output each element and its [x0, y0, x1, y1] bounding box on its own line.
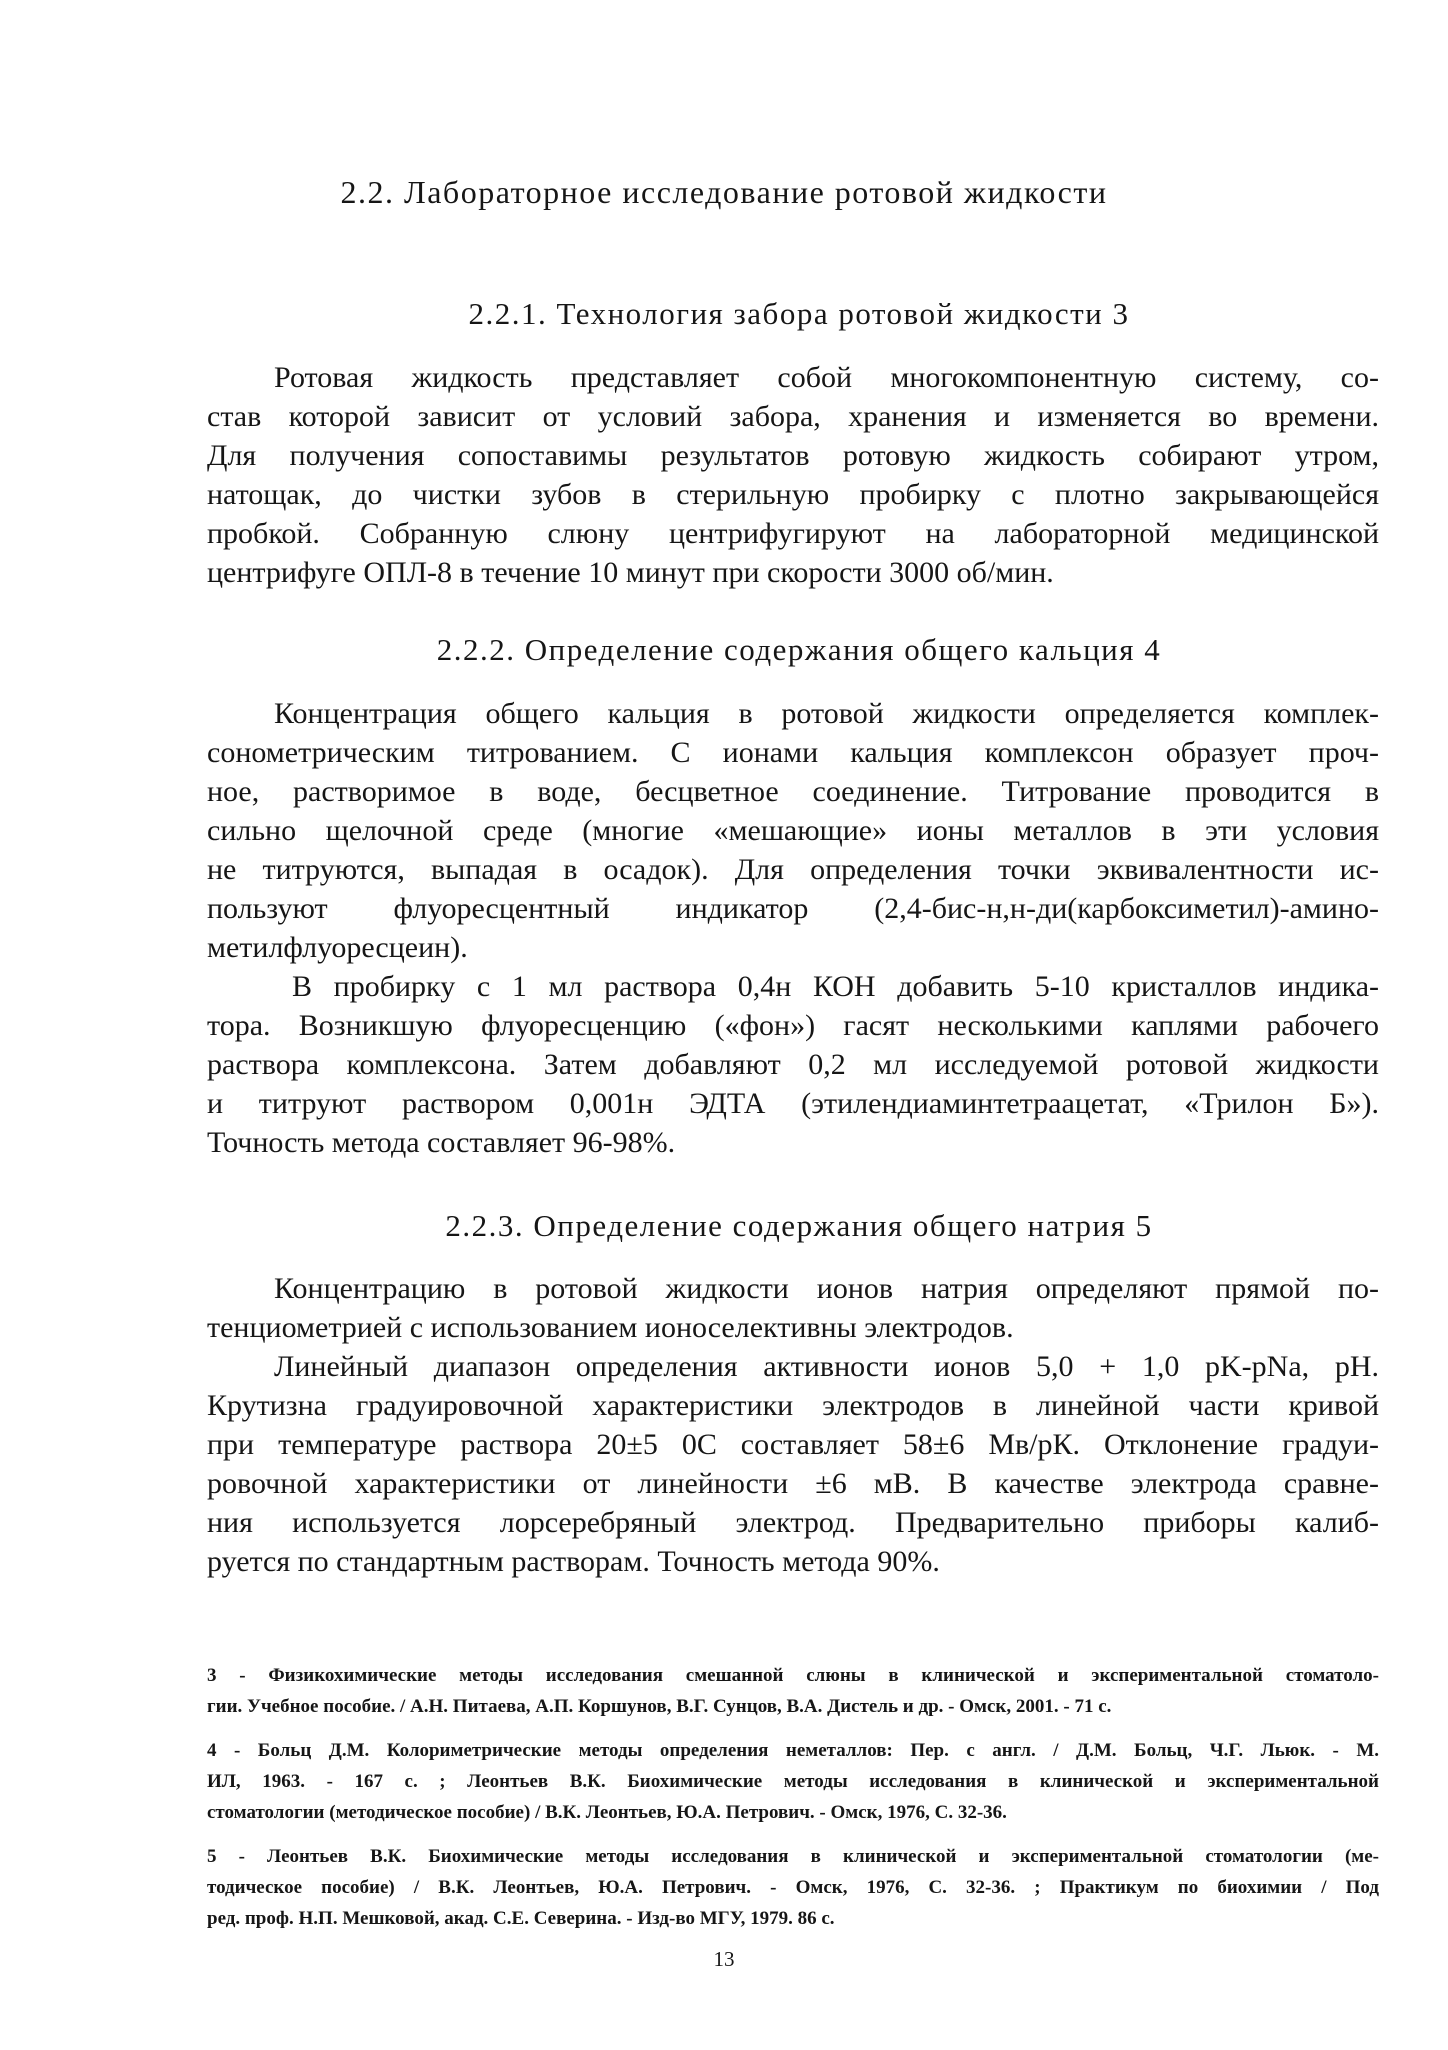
footnote-line: ИЛ, 1963. - 167 с. ; Леонтьев В.К. Биохимические методы исследования в клинической и экспериментальной — [207, 1771, 1379, 1792]
page-number: 13 — [713, 1947, 735, 1971]
footnote-line: гии. Учебное пособие. / А.Н. Питаева, А.П. Коршунов, В.Г. Сунцов, В.А. Дистель и др. - Омск, 2001. - 71 с. — [207, 1696, 1112, 1717]
text-line: Крутизна градуировочной характеристики электродов в линейной части кривой — [207, 1389, 1379, 1422]
text-line: ровочной характеристики от линейности ±6 мВ. В качестве электрода сравне- — [207, 1467, 1379, 1500]
text-line: сильно щелочной среде (многие «мешающие» ионы металлов в эти условия — [207, 814, 1379, 847]
text-line: тенциометрией с использованием ионоселективны электродов. — [207, 1311, 1014, 1344]
text-line: не титруются, выпадая в осадок). Для определения точки эквивалентности ис- — [207, 853, 1379, 886]
footnote-3 — [207, 1660, 1379, 1722]
text-line: пробкой. Собранную слюну центрифугируют на лабораторной медицинской — [207, 517, 1379, 550]
paragraph-sampling — [207, 358, 1379, 592]
text-line: Ротовая жидкость представляет собой многокомпонентную систему, со- — [274, 361, 1379, 394]
footnote-line: стоматологии (методическое пособие) / В.К. Леонтьев, Ю.А. Петрович. - Омск, 1976, С. 32-36. — [207, 1802, 1007, 1823]
text-line: и титруют раствором 0,001н ЭДТА (этилендиаминтетраацетат, «Трилон Б»). — [207, 1087, 1379, 1120]
footnote-line: 5 - Леонтьев В.К. Биохимические методы исследования в клинической и экспериментальной стоматологии (ме- — [207, 1846, 1379, 1867]
footnote-line: 4 - Больц Д.М. Колориметрические методы определения неметаллов: Пер. с англ. / Д.М. Больц, Ч.Г. Льюк. - М. — [207, 1740, 1379, 1761]
paragraph-sodium — [207, 1269, 1379, 1581]
text-line: руется по стандартным растворам. Точность метода 90%. — [207, 1545, 940, 1578]
footnote-line: ред. проф. Н.П. Мешковой, акад. С.Е. Северина. - Изд-во МГУ, 1979. 86 с. — [207, 1908, 835, 1929]
footnote-4 — [207, 1735, 1379, 1828]
text-line: Точность метода составляет 96-98%. — [207, 1126, 676, 1159]
section-title: 2.2. Лабораторное исследование ротовой жидкости — [340, 174, 1108, 210]
footnote-5 — [207, 1841, 1379, 1934]
footnote-line: тодическое пособие) / В.К. Леонтьев, Ю.А. Петрович. - Омск, 1976, С. 32-36. ; Практикум по биохимии / Под — [207, 1877, 1379, 1898]
text-line: Линейный диапазон определения активности ионов 5,0 + 1,0 pK-pNa, pH. — [274, 1350, 1379, 1383]
text-line: ния используется лорсеребряный электрод. Предварительно приборы калиб- — [207, 1506, 1379, 1539]
text-line: центрифуге ОПЛ-8 в течение 10 минут при скорости 3000 об/мин. — [207, 556, 1054, 589]
text-line: Концентрацию в ротовой жидкости ионов натрия определяют прямой по- — [274, 1272, 1379, 1305]
text-line: сонометрическим титрованием. С ионами кальция комплексон образует проч- — [207, 736, 1379, 769]
text-line: став которой зависит от условий забора, хранения и изменяется во времени. — [207, 400, 1379, 433]
text-line: метилфлуоресцеин). — [207, 931, 468, 964]
text-line: ное, растворимое в воде, бесцветное соединение. Титрование проводится в — [207, 775, 1379, 808]
text-line: Концентрация общего кальция в ротовой жидкости определяется комплек- — [274, 697, 1379, 730]
text-line: натощак, до чистки зубов в стерильную пробирку с плотно закрывающейся — [207, 478, 1379, 511]
text-line: тора. Возникшую флуоресценцию («фон») гасят несколькими каплями рабочего — [207, 1009, 1379, 1042]
footnote-line: 3 - Физикохимические методы исследования смешанной слюны в клинической и экспериментальной стоматоло- — [207, 1665, 1379, 1686]
text-line: раствора комплексона. Затем добавляют 0,2 мл исследуемой ротовой жидкости — [207, 1048, 1379, 1081]
text-line: Для получения сопоставимы результатов ротовую жидкость собирают утром, — [207, 439, 1379, 472]
text-line: В пробирку с 1 мл раствора 0,4н КОН добавить 5-10 кристаллов индика- — [292, 970, 1379, 1003]
subsection-title-2-2-2: 2.2.2. Определение содержания общего кальция 4 — [436, 632, 1162, 667]
text-line: при температуре раствора 20±5 0С составляет 58±6 Мв/рК. Отклонение градуи- — [207, 1428, 1379, 1461]
paragraph-calcium — [207, 694, 1379, 1162]
text-line: пользуют флуоресцентный индикатор (2,4-бис-н,н-ди(карбоксиметил)-амино- — [207, 892, 1379, 925]
subsection-title-2-2-3: 2.2.3. Определение содержания общего натрия 5 — [445, 1208, 1153, 1243]
subsection-title-2-2-1: 2.2.1. Технология забора ротовой жидкости 3 — [468, 296, 1130, 331]
